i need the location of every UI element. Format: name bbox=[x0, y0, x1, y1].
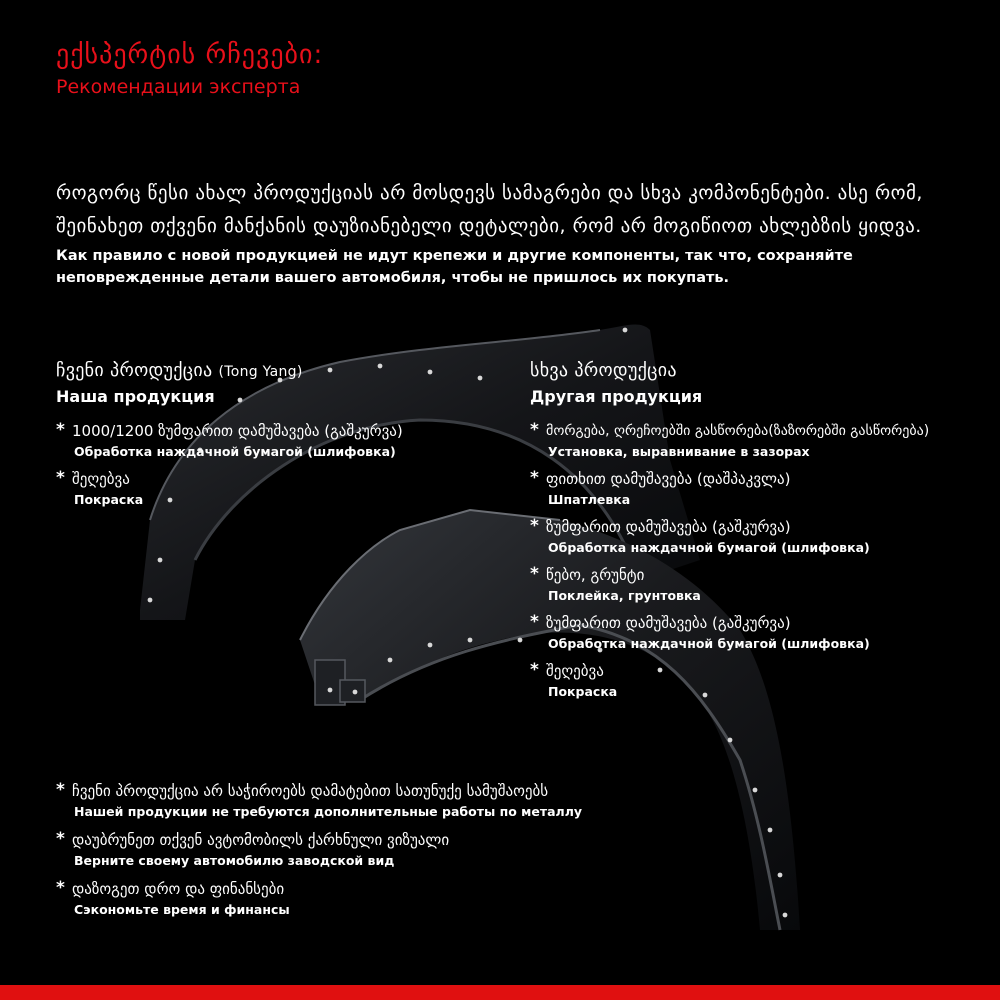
list-item-russian: Обработка наждачной бумагой (шлифовка) bbox=[74, 444, 396, 459]
list-item-russian: Установка, выравнивание в зазорах bbox=[548, 444, 810, 459]
list-item-russian: Поклейка, грунтовка bbox=[548, 588, 701, 603]
benefits-list bbox=[56, 780, 756, 920]
benefit-russian: Нашей продукции не требуются дополнительные работы по металлу bbox=[74, 804, 583, 819]
intro-block bbox=[56, 177, 976, 289]
list-item-georgian: * ზუმფარით დამუშავება (გაშკურვა) bbox=[546, 614, 791, 632]
list-item bbox=[530, 468, 1000, 510]
list-item bbox=[530, 420, 1000, 462]
list-item-georgian: * წებო, გრუნტი bbox=[546, 566, 645, 584]
list-item-russian: Покраска bbox=[74, 492, 144, 507]
list-item-russian: Шпатлевка bbox=[548, 492, 631, 507]
benefit-georgian: * დაზოგეთ დრო და ფინანსები bbox=[72, 880, 285, 898]
our-products-list bbox=[56, 420, 496, 510]
bottom-accent-bar bbox=[0, 985, 1000, 1000]
list-item bbox=[56, 878, 756, 920]
list-item bbox=[530, 612, 1000, 654]
benefit-georgian: * ჩვენი პროდუქცია არ საჭიროებს დამატებით სათუნუქე სამუშაოებს bbox=[72, 782, 549, 800]
our-products-heading-text: ჩვენი პროდუქცია bbox=[56, 360, 213, 381]
list-item-georgian: * ფითხით დამუშავება (დაშპაკვლა) bbox=[546, 470, 791, 488]
benefit-russian: Сэкономьте время и финансы bbox=[74, 902, 290, 917]
list-item bbox=[56, 780, 756, 822]
list-item-georgian: * შეღებვა bbox=[546, 662, 604, 680]
list-item bbox=[56, 468, 496, 510]
intro-text-georgian: როგორც წესი ახალ პროდუქციას არ მოსდევს სამაგრები და სხვა კომპონენტები. ასე რომ, შეინახეთ თქვენი მანქანის დაუზიანებელი დეტალები, რომ არ მოგიწიოთ ახლებზის ყიდვა. bbox=[56, 182, 923, 237]
list-item bbox=[530, 660, 1000, 702]
list-item-georgian: * შეღებვა bbox=[72, 470, 130, 488]
list-item-georgian: * 1000/1200 ზუმფარით დამუშავება (გაშკურვა) bbox=[72, 422, 403, 440]
benefit-russian: Верните своему автомобилю заводской вид bbox=[74, 853, 395, 868]
our-products-heading-georgian bbox=[56, 360, 496, 381]
other-products-heading-georgian: სხვა პროდუქცია bbox=[530, 360, 677, 381]
other-products-list bbox=[530, 420, 1000, 702]
page-title-georgian: ექსპერტის რჩევები: bbox=[56, 40, 324, 70]
other-products-heading-russian: Другая продукция bbox=[530, 387, 703, 406]
list-item-georgian: * ზუმფარით დამუშავება (გაშკურვა) bbox=[546, 518, 791, 536]
our-products-heading-russian: Наша продукция bbox=[56, 387, 215, 406]
list-item bbox=[530, 516, 1000, 558]
list-item-russian: Обработка наждачной бумагой (шлифовка) bbox=[548, 636, 870, 651]
list-item-russian: Обработка наждачной бумагой (шлифовка) bbox=[548, 540, 870, 555]
intro-text-russian: Как правило с новой продукцией не идут крепежи и другие компоненты, так что, сохраняйте неповрежденные детали вашего автомобиля, чтобы не пришлось их покупать. bbox=[56, 248, 853, 286]
brand-name: (Tong Yang) bbox=[218, 364, 303, 380]
other-products-column bbox=[530, 360, 1000, 708]
list-item bbox=[530, 564, 1000, 606]
our-products-column bbox=[56, 360, 496, 516]
list-item bbox=[56, 420, 496, 462]
list-item bbox=[56, 829, 756, 871]
benefits-block bbox=[56, 780, 756, 927]
list-item-georgian: * მორგება, ღრეჩოებში გასწორება(ზაზორებში გასწორება) bbox=[546, 423, 930, 439]
list-item-russian: Покраска bbox=[548, 684, 618, 699]
page-title-russian: Рекомендации эксперта bbox=[56, 76, 301, 98]
benefit-georgian: * დაუბრუნეთ თქვენ ავტომობილს ქარხნული ვიზუალი bbox=[72, 831, 450, 849]
